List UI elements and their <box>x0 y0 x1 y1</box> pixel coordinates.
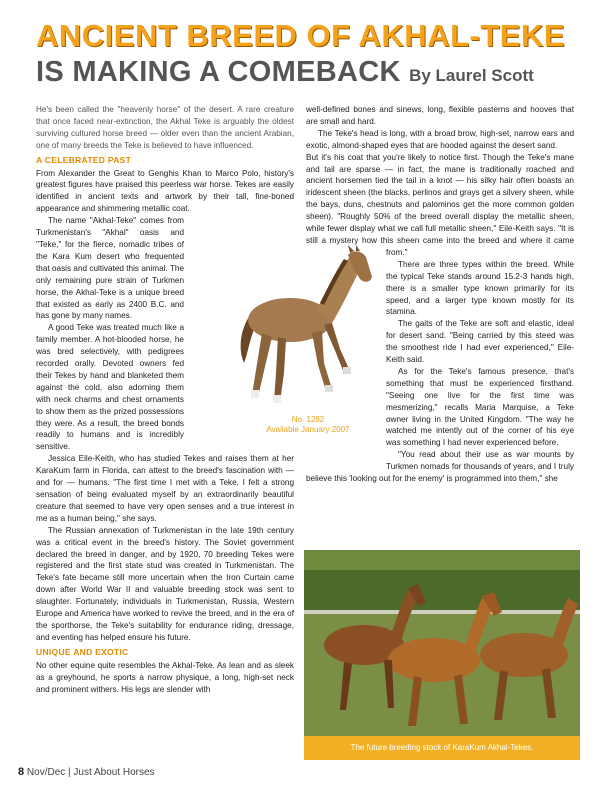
headline-line2-text: IS MAKING A COMEBACK <box>36 56 401 88</box>
herd-photo <box>304 550 580 760</box>
herd-photo-image <box>304 550 580 736</box>
page-number: 8 <box>18 766 25 778</box>
right-paragraph-5: The gaits of the Teke are soft and elastic, ideal for desert sand. "Being carried by this steed was the smoothest ride I had ever experienced," Eile-Keith said. <box>386 319 574 365</box>
model-horse-image <box>232 245 382 413</box>
page-footer <box>18 766 155 778</box>
left-paragraph-3: A good Teke was treated much like a family member. A hot-blooded horse, he was bred selectively, with pedigrees recorded orally. Devoted owners fed their Tekes by hand and blanketed them against the cold, also adorning them with neck charms and chest ornaments to show them as the prized possessions they were. As a result, the breed bonds readily to humans and is incredibly sensitive. <box>36 323 184 452</box>
intro-paragraph: He's been called the "heavenly horse" of the desert. A rare creature that once faced near-extinction, the Akhal Teke is arguably the oldest surviving cultured horse breed — older even than the ancient Arabian, one of many breeds the Teke is believed to have influenced. <box>36 105 294 150</box>
byline: By Laurel Scott <box>409 66 534 85</box>
model-availability: Available January 2007 <box>266 425 350 434</box>
right-paragraph-2: The Teke's head is long, with a broad brow, high-set, narrow ears and exotic, almond-shaped eyes that are hooded against the desert sand. <box>306 128 574 150</box>
left-paragraph-6: No other equine quite resembles the Akhal-Teke. As lean and as sleek as a greyhound, he sports a narrow physique, a long, high-set neck and prominent withers. His legs are slender with <box>36 660 294 694</box>
model-number: No. 1282 <box>291 415 325 424</box>
left-paragraph-5: The Russian annexation of Turkmenistan in the late 19th century was a critical event in the breed's history. The Soviet government declared the breed in danger, and by 1920, 70 breeding Tekes were registered and the first state stud was created in Turkmenistan. The Teke's fate became still more uncertain when the Iron Curtain came down after World War II and valuable breeding stock was sent to slaughter. Fortunately, individuals in Turkmenistan, Russia, Western Europe and America have worked to revive the breed, and in the era of the sporthorse, the Teke's suitability for endurance riding, dressage, and eventing has helped ensure his future. <box>36 525 294 642</box>
left-paragraph-2: The name "Akhal-Teke" comes from Turkmenistan's "Akhal" oasis and "Teke," for the fierce, nomadic tribes of the Kara Kum desert who frequented that oasis and cultivated this animal. The only remaining pure strain of Turkmen horse, the Akhal-Teke is a unique breed that existed as early as 2400 B.C. and has gone by many names. <box>36 216 184 321</box>
right-paragraph-6: As for the Teke's famous presence, that's something that must be experienced firsthand. "Seeing one live for the first time was mesmerizing," recalls Maria Marquise, a Teke owner living in the United Kingdom. "The way he watched me intently out of the corner of his eye was something I had never experienced before. <box>386 366 574 448</box>
issue-label: Nov/Dec | Just About Horses <box>26 767 155 778</box>
headline-line1: ANCIENT BREED OF AKHAL-TEKE <box>36 18 566 53</box>
left-paragraph-4: Jessica Eile-Keith, who has studied Tekes and raises them at her KaraKum farm in Florida, can attest to the breed's fascination with — and for — humans. "The first time I met with a Teke, I felt a strong sensation of being evaluated myself by an extraordinarily beautiful creature that seemed to have very open senses and a true interest in me as a human being," she says. <box>36 454 294 523</box>
subhead-celebrated-past: A CELEBRATED PAST <box>36 154 132 165</box>
right-paragraph-7: "You read about their use as war mounts by Turkmen nomads for thousands of years, and I truly believe this 'looking out for the enemy' is programmed into them," she <box>306 450 574 484</box>
right-paragraph-3: But it's his coat that you're likely to notice first. Though the Teke's mane and tail are sparse — in fact, the mane is traditionally roached and ancient horsemen tied the tail in a knot — his silky hair often boasts an iridescent sheen (the blacks, perlinos and grays get a silvery sheen, while the bays, duns, chestnuts and palominos get the more common golden sheen). "Roughly 50% of the breed overall display the metallic sheen, while fewer display what we call full metallic sheen," Eile-Keith says. "It is still a mystery how this sheen came into the breed and where it came from." <box>306 152 574 257</box>
right-paragraph-4: There are three types within the breed. While the typical Teke stands around 15.2-3 hands high, there is a smaller type known primarily for its speed, and a larger type known mostly for its stamina. <box>386 259 574 317</box>
subhead-unique-exotic: UNIQUE AND EXOTIC <box>36 646 129 657</box>
model-caption <box>252 415 364 435</box>
left-paragraph-1: From Alexander the Great to Genghis Khan to Marco Polo, history's greatest figures have praised this peerless war horse. Tekes are easily identified in ancient texts and artwork by their tall, fine-boned appearance and shimmering metallic coat. <box>36 168 294 214</box>
right-paragraph-1: well-defined bones and sinews, long, flexible pasterns and hooves that are small and hard. <box>306 105 574 126</box>
photo-caption: The future breeding stock of KaraKum Akhal-Tekes. <box>304 736 580 760</box>
headline-line2 <box>36 56 581 89</box>
